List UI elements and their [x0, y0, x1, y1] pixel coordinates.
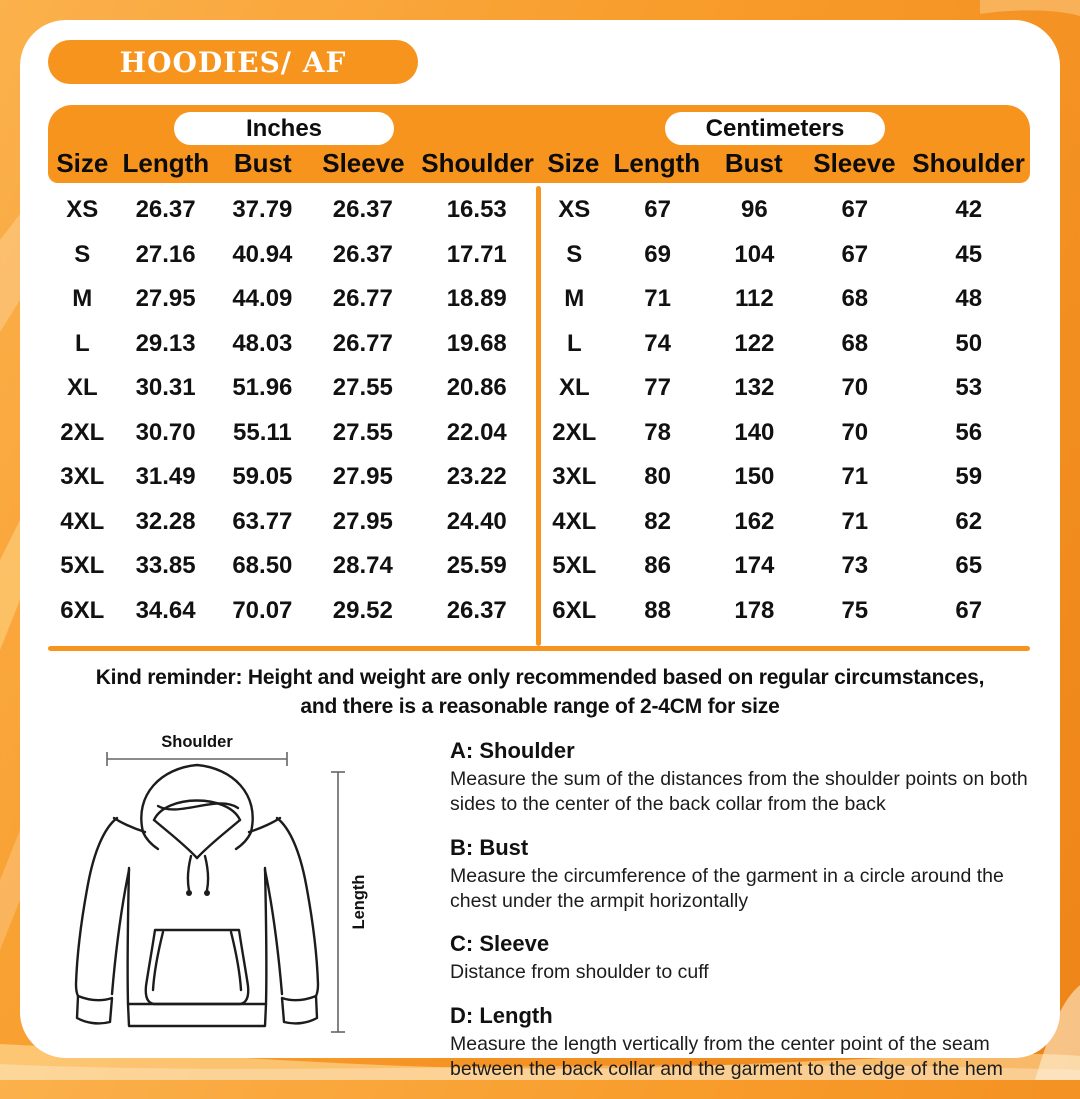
- vertical-table-divider: [536, 186, 541, 646]
- sleeve-cell: 68: [841, 285, 869, 313]
- shoulder-cell: 17.71: [446, 240, 507, 268]
- column-header-length: Length: [122, 148, 210, 178]
- length-cell: 77: [644, 374, 671, 402]
- centimeters-table-row: [540, 589, 1030, 634]
- shoulder-cell: 56: [955, 418, 983, 446]
- centimeters-table-row: [540, 455, 1030, 500]
- shoulder-cell: 45: [955, 240, 983, 268]
- size-cell: XS: [66, 196, 99, 224]
- shoulder-cell: 23.22: [446, 463, 507, 491]
- inches-column-headers: [48, 148, 539, 179]
- length-cell: 69: [644, 240, 671, 268]
- bust-cell: 122: [734, 329, 775, 357]
- inches-header-half: [48, 105, 539, 183]
- sleeve-cell: 70: [841, 374, 869, 402]
- centimeters-unit-label: Centimeters: [705, 114, 845, 142]
- sleeve-cell: 73: [841, 552, 869, 580]
- centimeters-table-row: [540, 366, 1030, 411]
- length-cell: 67: [644, 196, 671, 224]
- inches-table-row: [48, 455, 538, 500]
- length-cell: 78: [644, 418, 671, 446]
- length-cell: 82: [644, 507, 671, 535]
- sleeve-cell: 27.95: [332, 463, 393, 491]
- guide-item-title: C: Sleeve: [450, 931, 550, 957]
- length-cell: 29.13: [135, 329, 196, 357]
- sleeve-cell: 26.77: [332, 285, 393, 313]
- column-header-bust: Bust: [233, 148, 292, 178]
- reminder-note: [50, 664, 1030, 722]
- length-cell: 26.37: [135, 196, 196, 224]
- shoulder-cell: 62: [955, 507, 983, 535]
- bust-cell: 63.77: [232, 507, 293, 535]
- length-cell: 33.85: [135, 552, 196, 580]
- guide-item-title: B: Bust: [450, 834, 529, 860]
- length-cell: 30.31: [135, 374, 196, 402]
- product-badge-label: HOODIES/ AF: [119, 45, 347, 79]
- guide-item: [450, 931, 1028, 985]
- hoodie-illustration: [70, 732, 440, 1042]
- bust-cell: 178: [734, 596, 775, 624]
- bust-cell: 70.07: [232, 596, 293, 624]
- shoulder-cell: 24.40: [446, 507, 507, 535]
- shoulder-cell: 65: [955, 552, 983, 580]
- length-cell: 71: [644, 285, 671, 313]
- inches-table-row: [48, 277, 538, 322]
- size-cell: 4XL: [60, 507, 105, 535]
- sleeve-cell: 75: [841, 596, 869, 624]
- length-cell: 30.70: [135, 418, 196, 446]
- inches-table-row: [48, 188, 538, 233]
- length-cell: 27.95: [135, 285, 196, 313]
- size-cell: M: [72, 285, 93, 313]
- bust-cell: 112: [735, 285, 774, 313]
- hoodie-measurement-diagram: [70, 732, 440, 1042]
- bust-cell: 132: [734, 374, 775, 402]
- centimeters-table-body: [540, 188, 1030, 633]
- column-header-size: Size: [56, 148, 109, 178]
- centimeters-table-row: [540, 277, 1030, 322]
- sleeve-cell: 67: [841, 240, 869, 268]
- product-badge: [48, 40, 418, 84]
- sleeve-cell: 26.37: [332, 196, 393, 224]
- guide-item-title: D: Length: [450, 1002, 553, 1028]
- bust-cell: 40.94: [232, 240, 293, 268]
- column-header-sleeve: Sleeve: [813, 148, 896, 178]
- size-cell: 6XL: [552, 596, 597, 624]
- size-cell: 3XL: [60, 463, 105, 491]
- bust-cell: 174: [734, 552, 775, 580]
- shoulder-cell: 59: [955, 463, 983, 491]
- centimeters-table-row: [540, 322, 1030, 367]
- guide-item-text: Measure the circumference of the garment in a circle around the chest under the armpit horizontally: [450, 864, 1004, 913]
- bust-cell: 68.50: [232, 552, 293, 580]
- centimeters-table-row: [540, 544, 1030, 589]
- guide-item: [450, 1003, 1028, 1083]
- bust-cell: 48.03: [232, 329, 293, 357]
- bust-cell: 162: [734, 507, 775, 535]
- guide-item-text: Measure the length vertically from the center point of the seam between the back collar and the garment to the edge of the hem: [450, 1032, 1003, 1081]
- centimeters-table-row: [540, 411, 1030, 456]
- size-cell: 2XL: [552, 418, 597, 446]
- shoulder-cell: 50: [955, 329, 983, 357]
- centimeters-table-row: [540, 500, 1030, 545]
- column-header-sleeve: Sleeve: [322, 148, 405, 178]
- horizontal-table-divider: [48, 646, 1030, 651]
- length-cell: 80: [644, 463, 671, 491]
- sleeve-cell: 71: [841, 463, 869, 491]
- shoulder-cell: 53: [955, 374, 983, 402]
- centimeters-header-half: [539, 105, 1030, 183]
- size-cell: L: [566, 329, 582, 357]
- shoulder-cell: 42: [955, 196, 983, 224]
- measurement-guide: [450, 738, 1028, 1099]
- centimeters-table-row: [540, 233, 1030, 278]
- bust-cell: 150: [734, 463, 775, 491]
- table-header-bar: [48, 105, 1030, 183]
- drawstring-tip: [204, 890, 210, 896]
- sleeve-cell: 27.95: [332, 507, 393, 535]
- sleeve-cell: 71: [841, 507, 869, 535]
- guide-item: [450, 835, 1028, 915]
- length-cell: 74: [644, 329, 671, 357]
- centimeters-unit-pill: [665, 112, 885, 145]
- shoulder-cell: 19.68: [446, 329, 507, 357]
- shoulder-cell: 20.86: [446, 374, 507, 402]
- bust-cell: 140: [734, 418, 775, 446]
- length-dimension-line: [331, 772, 345, 1032]
- sleeve-cell: 70: [841, 418, 869, 446]
- inches-table-row: [48, 589, 538, 634]
- guide-item-title: A: Shoulder: [450, 738, 575, 763]
- drawstring-tip: [186, 890, 192, 896]
- centimeters-column-headers: [539, 148, 1030, 179]
- shoulder-cell: 25.59: [446, 552, 507, 580]
- length-cell: 27.16: [135, 240, 196, 268]
- sleeve-cell: 26.77: [332, 329, 393, 357]
- inches-table-row: [48, 411, 538, 456]
- size-cell: 5XL: [60, 552, 105, 580]
- size-cell: 5XL: [552, 552, 597, 580]
- bust-cell: 37.79: [232, 196, 293, 224]
- bust-cell: 44.09: [232, 285, 293, 313]
- bust-cell: 51.96: [232, 374, 293, 402]
- size-cell: 6XL: [60, 596, 105, 624]
- inches-table-body: [48, 188, 538, 633]
- inches-unit-label: Inches: [245, 114, 323, 142]
- shoulder-cell: 18.89: [446, 285, 507, 313]
- length-cell: 86: [644, 552, 671, 580]
- size-cell: S: [74, 240, 91, 268]
- sleeve-cell: 27.55: [332, 374, 393, 402]
- sleeve-cell: 28.74: [332, 552, 393, 580]
- inches-unit-pill: [174, 112, 394, 145]
- size-cell: S: [566, 240, 583, 268]
- guide-item-text: Distance from shoulder to cuff: [450, 961, 709, 984]
- reminder-line-1: Kind reminder: Height and weight are only recommended based on regular circumstances,: [95, 666, 985, 689]
- sleeve-cell: 68: [841, 329, 869, 357]
- bust-cell: 59.05: [232, 463, 293, 491]
- length-cell: 31.49: [135, 463, 196, 491]
- size-cell: XL: [66, 374, 98, 402]
- size-cell: 4XL: [552, 507, 597, 535]
- inches-table-row: [48, 500, 538, 545]
- size-cell: XL: [558, 374, 590, 402]
- length-cell: 32.28: [135, 507, 196, 535]
- bust-cell: 96: [741, 196, 768, 224]
- guide-item: [450, 738, 1028, 818]
- column-header-length: Length: [613, 148, 701, 178]
- sleeve-cell: 29.52: [332, 596, 393, 624]
- column-header-shoulder: Shoulder: [912, 148, 1025, 178]
- size-cell: 2XL: [60, 418, 105, 446]
- size-cell: XS: [558, 196, 591, 224]
- inches-table-row: [48, 366, 538, 411]
- sleeve-cell: 67: [841, 196, 869, 224]
- sleeve-cell: 26.37: [332, 240, 393, 268]
- column-header-bust: Bust: [724, 148, 783, 178]
- inches-table-row: [48, 322, 538, 367]
- inches-table-row: [48, 233, 538, 278]
- column-header-size: Size: [547, 148, 600, 178]
- guide-item-text: Measure the sum of the distances from the shoulder points on both sides to the center of the back collar from the back: [450, 768, 1028, 816]
- column-header-shoulder: Shoulder: [421, 148, 534, 178]
- length-dimension-label: Length: [350, 874, 368, 930]
- length-cell: 88: [644, 596, 671, 624]
- bust-cell: 104: [734, 240, 775, 268]
- shoulder-cell: 26.37: [446, 596, 507, 624]
- sleeve-cell: 27.55: [332, 418, 393, 446]
- length-cell: 34.64: [135, 596, 196, 624]
- size-cell: L: [74, 329, 90, 357]
- centimeters-table-row: [540, 188, 1030, 233]
- shoulder-cell: 16.53: [446, 196, 507, 224]
- inches-table-row: [48, 544, 538, 589]
- size-chart-card: [20, 20, 1060, 1081]
- shoulder-cell: 67: [955, 596, 983, 624]
- shoulder-cell: 22.04: [446, 418, 507, 446]
- reminder-line-2: and there is a reasonable range of 2-4CM for size: [300, 694, 780, 718]
- size-cell: M: [564, 285, 585, 313]
- size-cell: 3XL: [552, 463, 597, 491]
- bust-cell: 55.11: [233, 418, 292, 446]
- shoulder-dimension-label: Shoulder: [161, 733, 233, 751]
- shoulder-cell: 48: [955, 285, 983, 313]
